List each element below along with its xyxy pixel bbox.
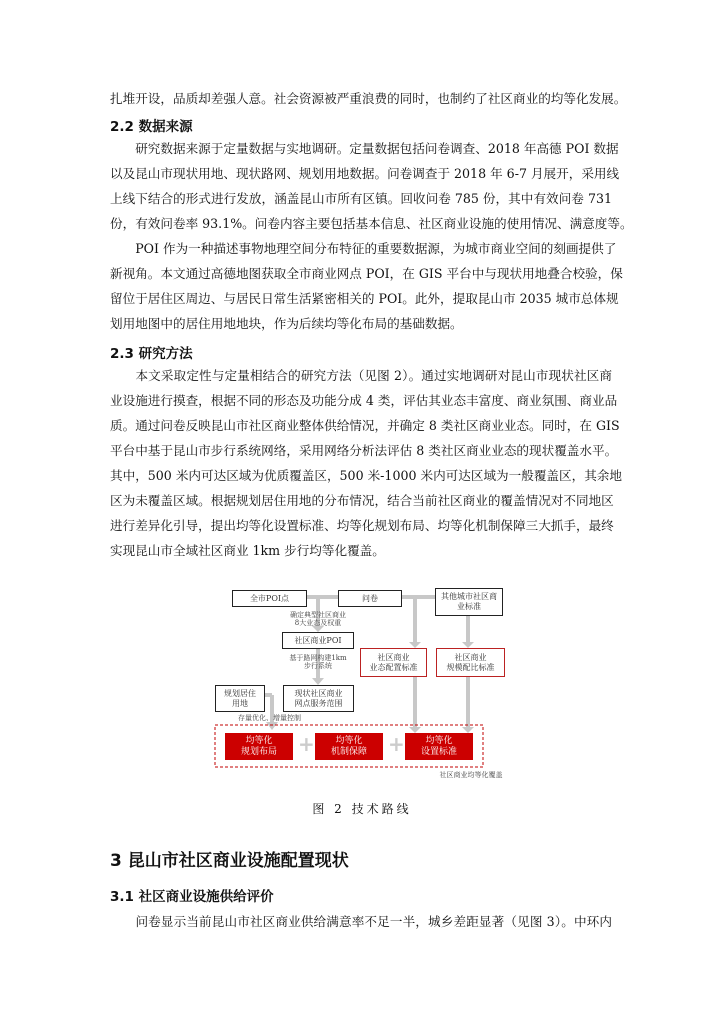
- paragraph-line: 新视角。本文通过高德地图获取全市商业网点 POI，在 GIS 平台中与现状用地叠合校验，保: [110, 266, 623, 281]
- box-format-standard: 社区商业 业态配置标准: [360, 648, 427, 677]
- box-other-city-standard: 其他城市社区商业标准: [435, 588, 503, 616]
- figure-technical-route: [210, 580, 510, 780]
- paragraph-line: 业设施进行摸查，根据不同的形态及功能分成 4 类，评估其业态丰富度、商业氛围、商业品: [110, 393, 618, 408]
- paragraph-line: 区为未覆盖区域。根据规划居住用地的分布情况，结合当前社区商业的覆盖情况对不同地区: [110, 493, 614, 508]
- paragraph-line: 上线下结合的形式进行发放，涵盖昆山市所有区镇。回收问卷 785 份，其中有效问卷 731: [110, 191, 612, 206]
- paragraph-line: POI 作为一种描述事物地理空间分布特征的重要数据源，为城市商业空间的刻画提供了: [110, 241, 617, 256]
- plus-icon: +: [298, 732, 315, 756]
- box-survey: 问卷: [338, 590, 402, 607]
- box-planned-residential: 规划居住 用地: [215, 685, 265, 712]
- paragraph-line: 其中，500 米内可达区域为优质覆盖区，500 米-1000 米内可达区域为一般覆盖区，其余地: [110, 468, 622, 483]
- paragraph-line: 进行差异化引导，提出均等化设置标准、均等化规划布局、均等化机制保障三大抓手，最终: [110, 518, 614, 533]
- label-control: 存量优化、增量控制: [238, 714, 301, 722]
- output-mechanism: 均等化 机制保障: [315, 733, 383, 760]
- plus-icon: +: [388, 732, 405, 756]
- box-all-poi: 全市POI点: [232, 590, 307, 607]
- label-step2: 基于路网构建1km 步行系统: [289, 654, 347, 670]
- figure-caption: 图 2 技术路线: [312, 802, 412, 816]
- section-heading-3-1: 3.1 社区商业设施供给评价: [110, 889, 274, 905]
- paragraph-line: 问卷显示当前昆山市社区商业供给满意率不足一半，城乡差距显著（见图 3）。中环内: [110, 914, 612, 929]
- label-step1: 确定典型社区商业 8大业态及权重: [290, 611, 346, 627]
- section-heading-3: 3 昆山市社区商业设施配置现状: [110, 851, 349, 871]
- section-heading-2-3: 2.3 研究方法: [110, 346, 193, 362]
- paragraph-line: 留位于居住区周边、与居民日常生活紧密相关的 POI。此外，提取昆山市 2035 城市总体规: [110, 291, 619, 306]
- box-community-poi: 社区商业POI: [282, 632, 354, 649]
- box-current-coverage: 现状社区商业 网点服务范围: [283, 685, 354, 712]
- paragraph-line: 研究数据来源于定量数据与实地调研。定量数据包括问卷调查、2018 年高德 POI 数据: [110, 141, 619, 156]
- output-planning-layout: 均等化 规划布局: [225, 733, 293, 760]
- paragraph-line: 划用地图中的居住用地地块，作为后续均等化布局的基础数据。: [110, 316, 463, 331]
- box-scale-standard: 社区商业 规模配比标准: [436, 648, 505, 677]
- paragraph-line: 扎堆开设，品质却差强人意。社会资源被严重浪费的同时，也制约了社区商业的均等化发展。: [110, 91, 627, 106]
- paragraph-line: 本文采取定性与定量相结合的研究方法（见图 2）。通过实地调研对昆山市现状社区商: [110, 368, 612, 383]
- paragraph-line: 以及昆山市现状用地、现状路网、规划用地数据。问卷调查于 2018 年 6-7 月展开，采用线: [110, 166, 620, 181]
- output-standard: 均等化 设置标准: [405, 733, 473, 760]
- paragraph-line: 质。通过问卷反映昆山市社区商业整体供给情况，并确定 8 类社区商业业态。同时，在 GIS: [110, 418, 620, 433]
- paragraph-line: 平台中基于昆山市步行系统网络，采用网络分析法评估 8 类社区商业业态的现状覆盖水平。: [110, 443, 618, 458]
- paragraph-line: 份，有效问卷率 93.1%。问卷内容主要包括基本信息、社区商业设施的使用情况、满意度等。: [110, 216, 633, 231]
- section-heading-2-2: 2.2 数据来源: [110, 119, 193, 135]
- label-group: 社区商业均等化覆盖: [439, 771, 503, 779]
- paragraph-line: 实现昆山市全域社区商业 1km 步行均等化覆盖。: [110, 543, 385, 558]
